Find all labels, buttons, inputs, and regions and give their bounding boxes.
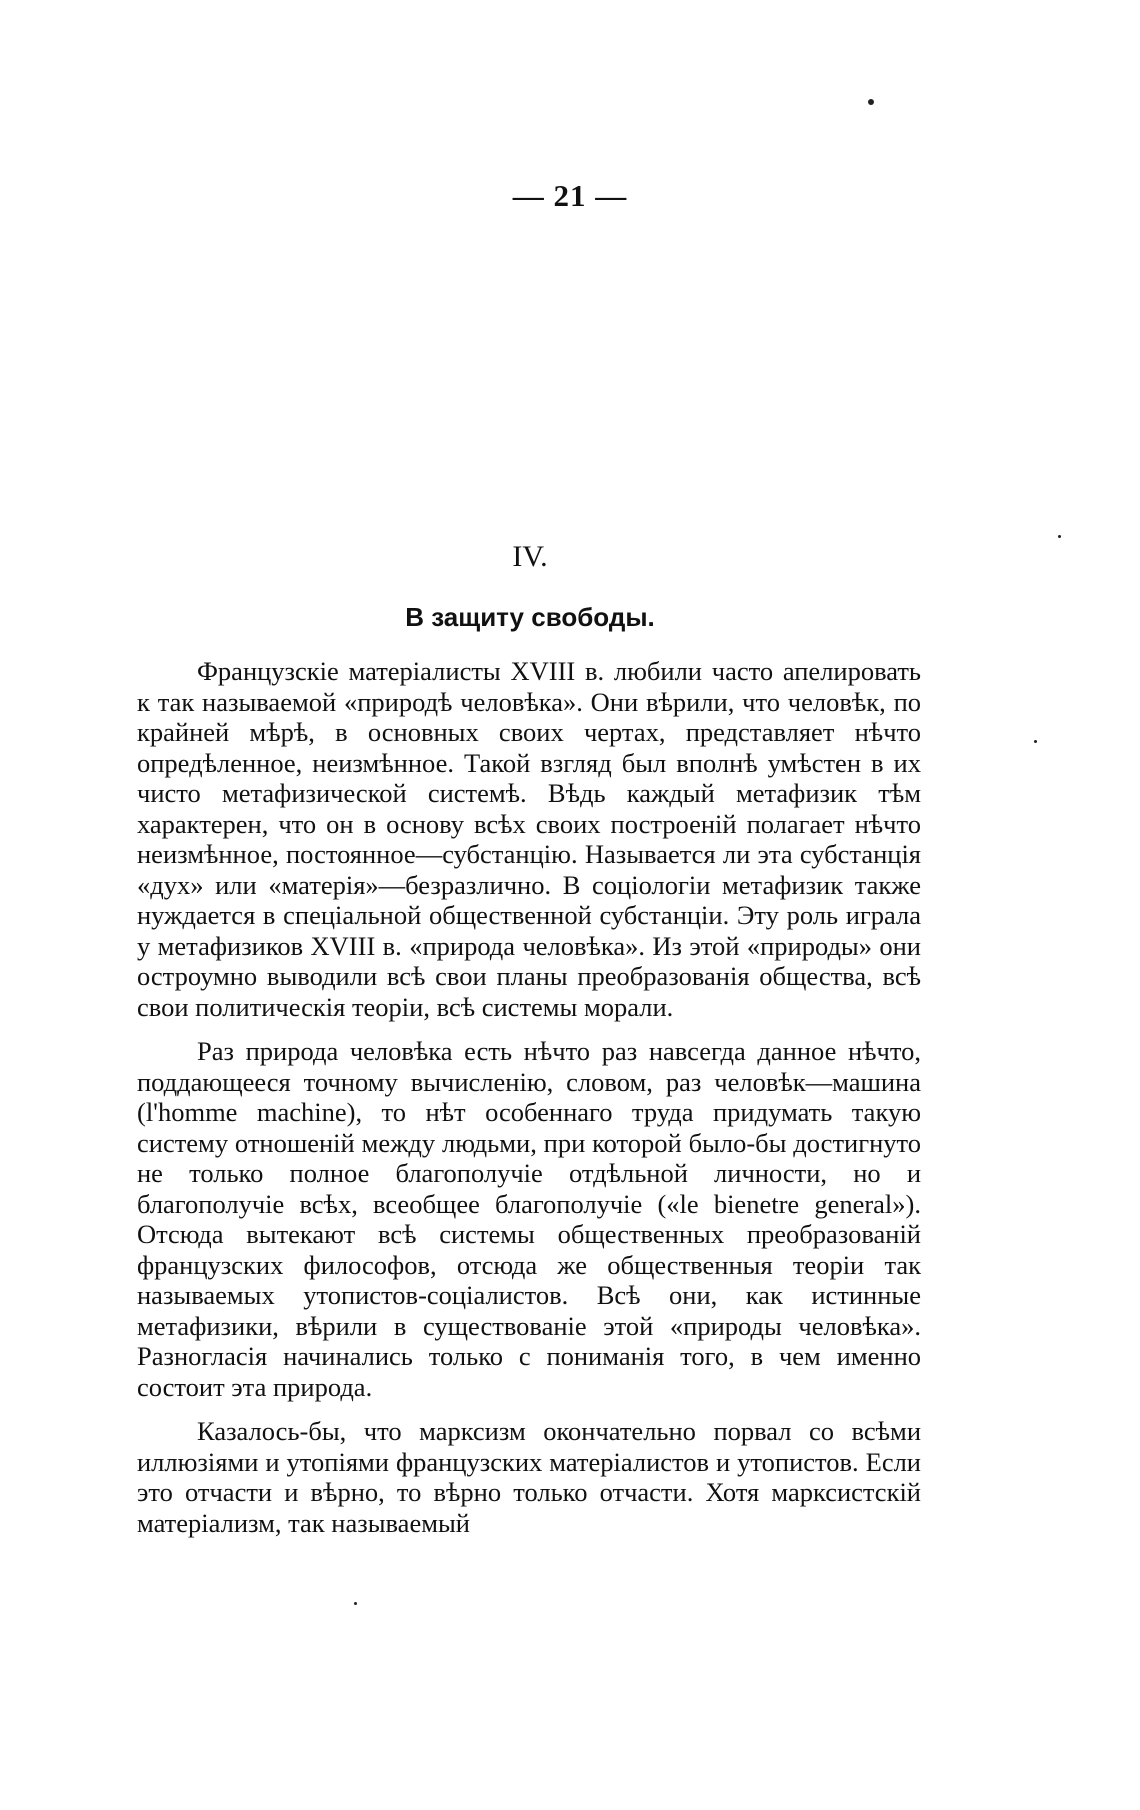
paragraph: Французскіе матеріалисты XVIII в. любили часто апелировать к так называемой «природѣ человѣка». Они вѣрили, что человѣк, по крайней мѣрѣ, в основных своих чертах, представляет нѣчто опредѣленное, неизмѣнное. Такой взгляд был вполнѣ умѣстен в их чисто метафизической системѣ. Вѣдь каждый метафизик тѣм характерен, что он в основу всѣх своих построеній полагает нѣчто неизмѣнное, постоянное—субстанцію. Называется ли эта субстанція «дух» или «матерія»—безразлично. В соціологіи метафизик также нуждается в спеціальной общественной субстанціи. Эту роль играла у метафизиков XVIII в. «природа человѣка». Из этой «природы» они остроумно выводили всѣ свои планы преобразованія общества, всѣ свои политическія теоріи, всѣ системы морали. xyxy=(137,656,921,1022)
scan-speck xyxy=(1058,535,1061,538)
scan-speck xyxy=(1034,740,1037,743)
chapter-numeral: IV. xyxy=(512,540,548,573)
paragraph: Раз природа человѣка есть нѣчто раз навсегда данное нѣчто, поддающееся точному вычисленію, словом, раз человѣк—машина (l'homme machine), то нѣт особеннаго труда придумать такую систему отношеній между людьми, при которой было-бы достигнуто не только полное благополучіе отдѣльной личности, но и благополучіе всѣх, всеобщее благополучіе («le bienetre general»). Отсюда вытекают всѣ системы общественных преобразованій французских философов, отсюда же общественныя теоріи так называемых утопистов-соціалистов. Всѣ они, как истинные метафизики, вѣрили в существованіе этой «природы человѣка». Разногласія начинались только с пониманія того, в чем именно состоит эта природа. xyxy=(137,1036,921,1402)
chapter-title: В защиту свободы. xyxy=(405,602,655,632)
scan-speck xyxy=(354,1602,357,1605)
scan-speck xyxy=(868,99,874,105)
body-text xyxy=(137,656,921,1538)
page-number: — 21 — xyxy=(512,178,628,213)
paragraph: Казалось-бы, что марксизм окончательно порвал со всѣми иллюзіями и утопіями французских матеріалистов и утопистов. Если это отчасти и вѣрно, то вѣрно только отчасти. Хотя марксистскій матеріализм, так называемый xyxy=(137,1416,921,1538)
